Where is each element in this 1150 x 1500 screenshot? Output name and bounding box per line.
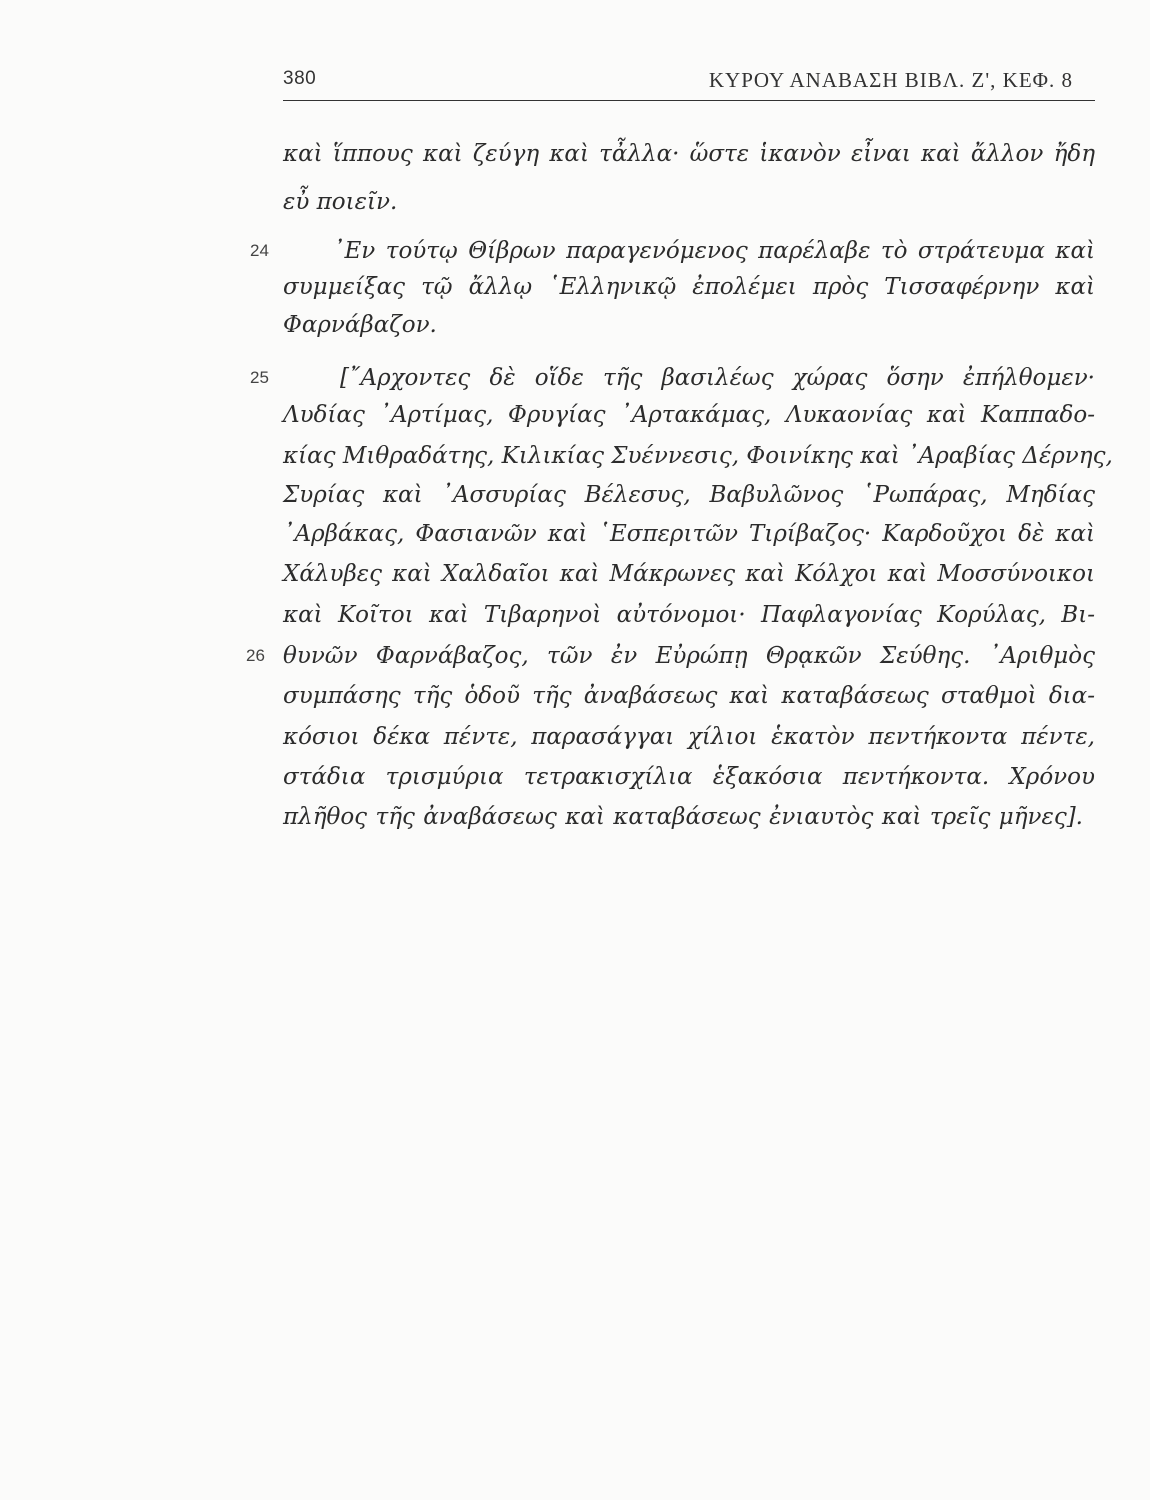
text-line: Φαρνάβαζον. <box>283 312 437 338</box>
text-line: κόσιοι δέκα πέντε, παρασάγγαι χίλιοι ἑκατὸν πεντήκοντα πέντε, <box>283 724 1095 750</box>
text-line: θυνῶν Φαρνάβαζος, τῶν ἐν Εὐρώπῃ Θρᾳκῶν Σεύθης. ᾿Αριθμὸς <box>283 643 1095 669</box>
section-number: 26 <box>246 646 265 665</box>
text-line: εὖ ποιεῖν. <box>283 189 398 215</box>
text-line: πλῆθος τῆς ἀναβάσεως καὶ καταβάσεως ἐνιαυτὸς καὶ τρεῖς μῆνες]. <box>283 804 1083 830</box>
text-line: συμμείξας τῷ ἄλλῳ ῾Ελληνικῷ ἐπολέμει πρὸς Τισσαφέρνην καὶ <box>283 274 1095 300</box>
section-number: 25 <box>250 368 269 387</box>
text-line: κίας Μιθραδάτης, Κιλικίας Συέννεσις, Φοινίκης καὶ ᾿Αραβίας Δέρνης, <box>283 443 1113 469</box>
text-line: [῎Αρχοντες δὲ οἵδε τῆς βασιλέως χώρας ὅσην ἐπήλθομεν· <box>340 365 1095 391</box>
text-line: Συρίας καὶ ᾿Ασσυρίας Βέλεσυς, Βαβυλῶνος ῾Ρωπάρας, Μηδίας <box>283 482 1095 508</box>
running-head: ΚΥΡΟΥ ΑΝΑΒΑΣΗ ΒΙΒΛ. Ζ', ΚΕΦ. 8 <box>708 68 1073 92</box>
page-number: 380 <box>283 68 317 89</box>
text-line: Χάλυβες καὶ Χαλδαῖοι καὶ Μάκρωνες καὶ Κόλχοι καὶ Μοσσύνοικοι <box>283 561 1095 587</box>
section-number: 24 <box>250 241 269 260</box>
text-line: καὶ ἵππους καὶ ζεύγη καὶ τἆλλα· ὥστε ἱκανὸν εἶναι καὶ ἄλλον ἤδη <box>283 141 1095 167</box>
text-line: ᾿Εν τούτῳ Θίβρων παραγενόμενος παρέλαβε τὸ στράτευμα καὶ <box>333 238 1095 264</box>
page-header <box>283 64 1095 101</box>
text-line: στάδια τρισμύρια τετρακισχίλια ἑξακόσια πεντήκοντα. Χρόνου <box>283 764 1095 790</box>
text-line: συμπάσης τῆς ὁδοῦ τῆς ἀναβάσεως καὶ καταβάσεως σταθμοὶ δια- <box>283 683 1095 709</box>
text-line: ᾿Αρβάκας, Φασιανῶν καὶ ῾Εσπεριτῶν Τιρίβαζος· Καρδοῦχοι δὲ καὶ <box>283 521 1095 547</box>
text-line: Λυδίας ᾿Αρτίμας, Φρυγίας ᾿Αρτακάμας, Λυκαονίας καὶ Καππαδο- <box>283 402 1095 428</box>
text-line: καὶ Κοῖτοι καὶ Τιβαρηνοὶ αὐτόνομοι· Παφλαγονίας Κορύλας, Βι- <box>283 602 1095 628</box>
